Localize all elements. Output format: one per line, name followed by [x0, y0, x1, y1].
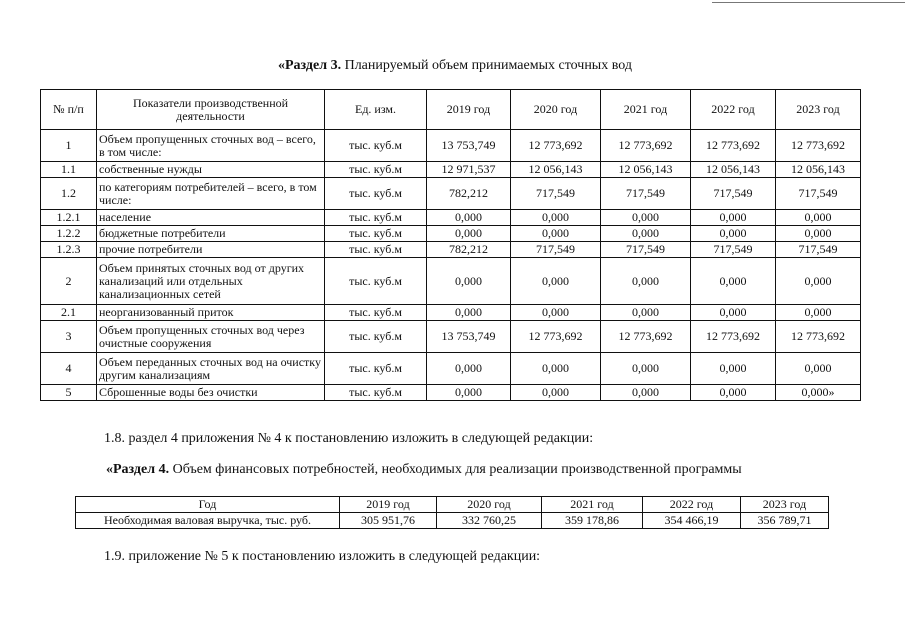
row-value-2020: 12 056,143: [511, 162, 601, 178]
table-row: [41, 242, 861, 258]
s4-header-year: Год: [76, 497, 340, 513]
table-row: [41, 162, 861, 178]
col-header-2020: 2020 год: [511, 90, 601, 130]
row-unit: тыс. куб.м: [325, 178, 427, 210]
row-value-2019: 0,000: [427, 385, 511, 401]
row-value-2021: 12 773,692: [601, 130, 691, 162]
row-number: 1.2.2: [41, 226, 97, 242]
row-value-2019: 0,000: [427, 226, 511, 242]
table-row: [41, 178, 861, 210]
row-value-2023: 0,000: [776, 305, 861, 321]
row-value-2021: 0,000: [601, 353, 691, 385]
row-value-2019: 12 971,537: [427, 162, 511, 178]
row-value-2022: 0,000: [691, 210, 776, 226]
row-value-2021: 717,549: [601, 178, 691, 210]
s4-value-2022: 354 466,19: [643, 513, 741, 529]
row-value-2020: 12 773,692: [511, 130, 601, 162]
row-unit: тыс. куб.м: [325, 321, 427, 353]
row-number: 1: [41, 130, 97, 162]
row-value-2020: 0,000: [511, 305, 601, 321]
row-number: 2: [41, 258, 97, 305]
row-number: 1.2.3: [41, 242, 97, 258]
col-header-2023: 2023 год: [776, 90, 861, 130]
row-value-2019: 0,000: [427, 305, 511, 321]
section-3-label: «Раздел 3.: [278, 58, 342, 73]
row-value-2023: 12 773,692: [776, 130, 861, 162]
section-4-table: [75, 496, 829, 529]
row-value-2020: 0,000: [511, 385, 601, 401]
section-3-title: Планируемый объем принимаемых сточных вод: [341, 58, 632, 73]
row-value-2023: 717,549: [776, 178, 861, 210]
col-header-number: № п/п: [41, 90, 97, 130]
row-number: 5: [41, 385, 97, 401]
row-indicator: Объем принятых сточных вод от других канализаций или отдельных канализационных сетей: [97, 258, 325, 305]
row-value-2022: 717,549: [691, 178, 776, 210]
row-value-2022: 0,000: [691, 353, 776, 385]
row-unit: тыс. куб.м: [325, 130, 427, 162]
paragraph-1-8: 1.8. раздел 4 приложения № 4 к постановлению изложить в следующей редакции:: [104, 431, 594, 446]
row-value-2022: 0,000: [691, 385, 776, 401]
row-unit: тыс. куб.м: [325, 226, 427, 242]
s4-value-2023: 356 789,71: [741, 513, 829, 529]
table-row: [41, 353, 861, 385]
row-value-2021: 717,549: [601, 242, 691, 258]
section-4-heading: [106, 462, 742, 478]
row-indicator: Объем переданных сточных вод на очистку другим канализациям: [97, 353, 325, 385]
s4-value-2020: 332 760,25: [437, 513, 542, 529]
row-number: 2.1: [41, 305, 97, 321]
row-value-2019: 782,212: [427, 178, 511, 210]
row-value-2021: 12 056,143: [601, 162, 691, 178]
row-value-2023: 717,549: [776, 242, 861, 258]
col-header-indicator: Показатели производственной деятельности: [97, 90, 325, 130]
row-value-2021: 12 773,692: [601, 321, 691, 353]
section-3-heading: [278, 58, 632, 74]
row-indicator: бюджетные потребители: [97, 226, 325, 242]
row-value-2023: 12 056,143: [776, 162, 861, 178]
section-4-title: Объем финансовых потребностей, необходимых для реализации производственной программы: [169, 462, 742, 477]
row-unit: тыс. куб.м: [325, 242, 427, 258]
row-unit: тыс. куб.м: [325, 305, 427, 321]
table-row: [41, 258, 861, 305]
row-value-2020: 0,000: [511, 353, 601, 385]
row-value-2020: 0,000: [511, 210, 601, 226]
row-value-2021: 0,000: [601, 305, 691, 321]
s4-value-2019: 305 951,76: [340, 513, 437, 529]
col-header-2022: 2022 год: [691, 90, 776, 130]
row-value-2021: 0,000: [601, 226, 691, 242]
row-value-2019: 0,000: [427, 258, 511, 305]
section-4-data-row: [76, 513, 829, 529]
table-row: [41, 226, 861, 242]
paragraph-1-9: 1.9. приложение № 5 к постановлению изложить в следующей редакции:: [104, 549, 541, 564]
row-indicator: население: [97, 210, 325, 226]
row-value-2020: 717,549: [511, 178, 601, 210]
row-number: 3: [41, 321, 97, 353]
row-unit: тыс. куб.м: [325, 353, 427, 385]
row-value-2022: 0,000: [691, 305, 776, 321]
row-value-2023: 12 773,692: [776, 321, 861, 353]
row-value-2021: 0,000: [601, 210, 691, 226]
row-value-2019: 13 753,749: [427, 321, 511, 353]
row-unit: тыс. куб.м: [325, 162, 427, 178]
table-row: [41, 210, 861, 226]
section-4-label: «Раздел 4.: [106, 462, 170, 477]
row-value-2022: 717,549: [691, 242, 776, 258]
s4-value-2021: 359 178,86: [542, 513, 643, 529]
table-row: [41, 321, 861, 353]
section-3-header-row: [41, 90, 861, 130]
row-value-2021: 0,000: [601, 385, 691, 401]
section-3-table: [40, 89, 861, 401]
row-value-2019: 782,212: [427, 242, 511, 258]
s4-header-2019: 2019 год: [340, 497, 437, 513]
row-value-2023: 0,000: [776, 258, 861, 305]
row-value-2022: 12 773,692: [691, 321, 776, 353]
row-value-2023: 0,000: [776, 226, 861, 242]
row-value-2022: 0,000: [691, 258, 776, 305]
row-value-2020: 717,549: [511, 242, 601, 258]
row-value-2022: 0,000: [691, 226, 776, 242]
row-value-2022: 12 056,143: [691, 162, 776, 178]
row-indicator: Объем пропущенных сточных вод через очистные сооружения: [97, 321, 325, 353]
row-value-2019: 0,000: [427, 210, 511, 226]
row-indicator: Сброшенные воды без очистки: [97, 385, 325, 401]
row-value-2019: 0,000: [427, 353, 511, 385]
section-4-header-row: [76, 497, 829, 513]
row-value-2021: 0,000: [601, 258, 691, 305]
row-value-2020: 0,000: [511, 258, 601, 305]
s4-row-label: Необходимая валовая выручка, тыс. руб.: [76, 513, 340, 529]
col-header-2021: 2021 год: [601, 90, 691, 130]
row-indicator: неорганизованный приток: [97, 305, 325, 321]
row-indicator: Объем пропущенных сточных вод – всего, в том числе:: [97, 130, 325, 162]
table-row: [41, 130, 861, 162]
row-indicator: по категориям потребителей – всего, в том числе:: [97, 178, 325, 210]
row-value-2022: 12 773,692: [691, 130, 776, 162]
row-value-2019: 13 753,749: [427, 130, 511, 162]
row-number: 1.2: [41, 178, 97, 210]
row-value-2020: 0,000: [511, 226, 601, 242]
s4-header-2021: 2021 год: [542, 497, 643, 513]
row-value-2020: 12 773,692: [511, 321, 601, 353]
row-indicator: собственные нужды: [97, 162, 325, 178]
row-number: 4: [41, 353, 97, 385]
row-value-2023: 0,000: [776, 353, 861, 385]
table-row: [41, 385, 861, 401]
row-unit: тыс. куб.м: [325, 258, 427, 305]
row-indicator: прочие потребители: [97, 242, 325, 258]
page-edge-line: [712, 2, 905, 3]
row-unit: тыс. куб.м: [325, 385, 427, 401]
col-header-2019: 2019 год: [427, 90, 511, 130]
s4-header-2022: 2022 год: [643, 497, 741, 513]
s4-header-2020: 2020 год: [437, 497, 542, 513]
row-value-2023: 0,000: [776, 210, 861, 226]
row-value-2023: 0,000»: [776, 385, 861, 401]
row-number: 1.1: [41, 162, 97, 178]
row-unit: тыс. куб.м: [325, 210, 427, 226]
s4-header-2023: 2023 год: [741, 497, 829, 513]
col-header-unit: Ед. изм.: [325, 90, 427, 130]
table-row: [41, 305, 861, 321]
row-number: 1.2.1: [41, 210, 97, 226]
